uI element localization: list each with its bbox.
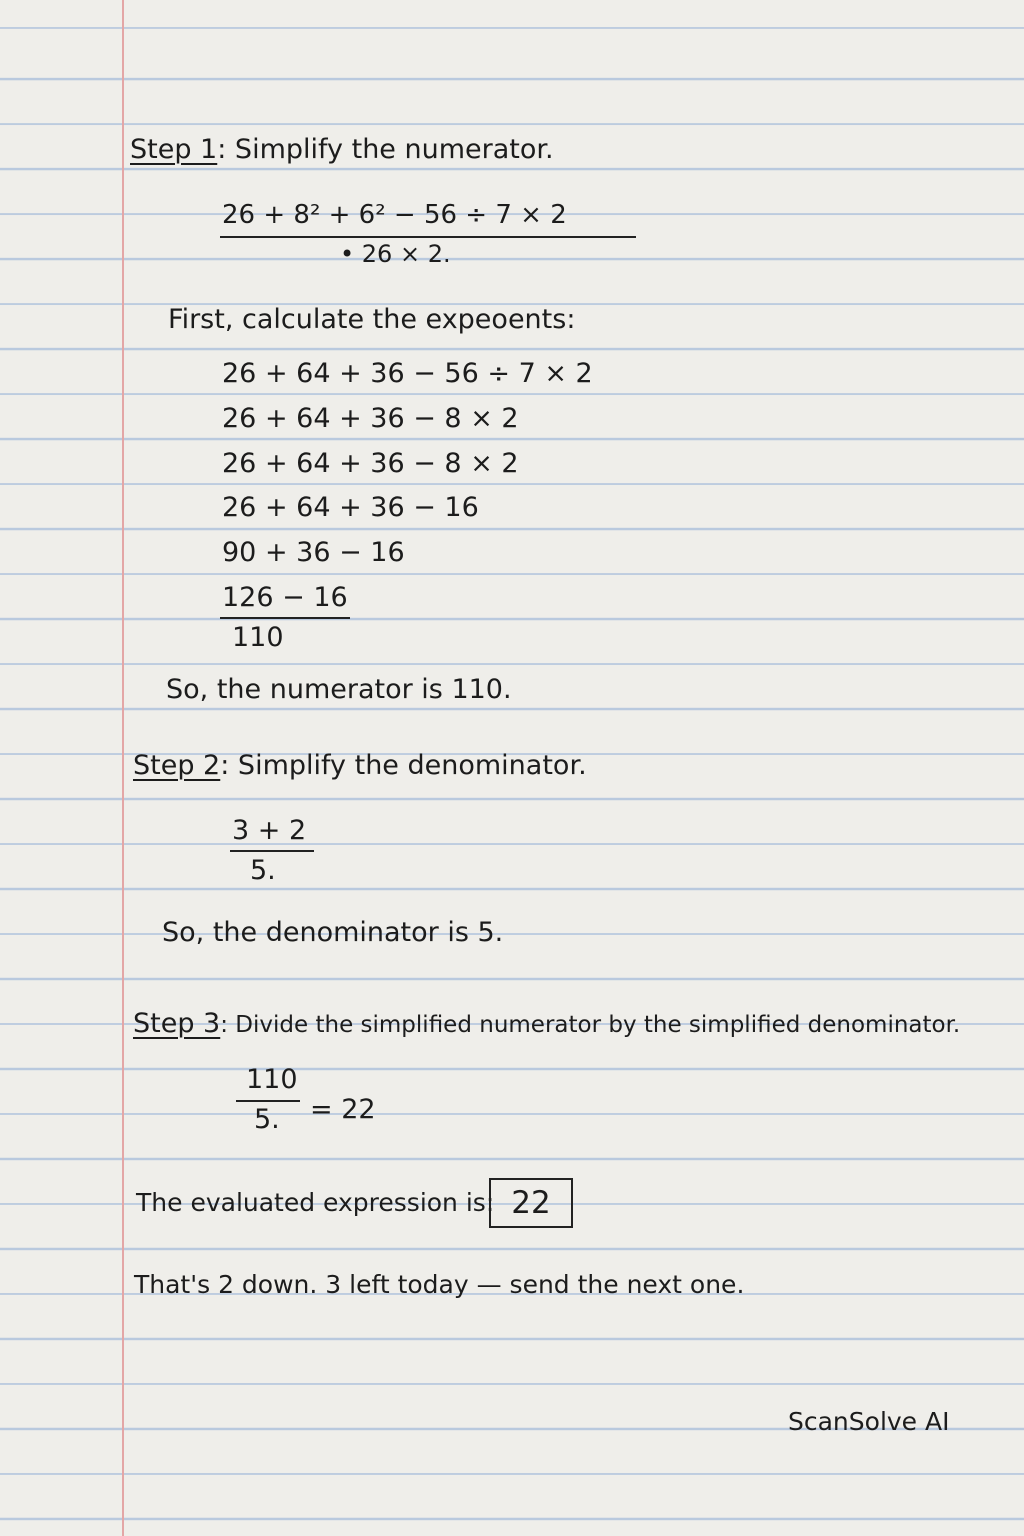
step1-line-6: 126 − 16	[222, 582, 348, 613]
step1-intro: First, calculate the expeoents:	[168, 304, 576, 335]
step3-fraction-bar	[236, 1100, 300, 1102]
brand-signature: ScanSolve AI	[788, 1407, 950, 1436]
step2-heading	[133, 750, 587, 781]
step1-fraction-bar	[220, 236, 636, 238]
step1-heading	[130, 134, 554, 165]
step1-result-bar	[220, 617, 350, 619]
step3-title: : Divide the simplified numerator by the simplified denominator.	[220, 1012, 961, 1038]
answer-box: 22	[489, 1178, 573, 1228]
step2-title: : Simplify the denominator.	[220, 750, 587, 781]
step3-fraction-bottom: 5.	[254, 1104, 280, 1135]
step2-fraction-bar	[230, 850, 314, 852]
step1-line-4: 26 + 64 + 36 − 16	[222, 492, 479, 523]
step1-fraction-bottom: • 26 × 2.	[340, 240, 451, 268]
step1-line-3: 26 + 64 + 36 − 8 × 2	[222, 448, 519, 479]
step1-line-1: 26 + 64 + 36 − 56 ÷ 7 × 2	[222, 358, 593, 389]
step1-conclusion: So, the numerator is 110.	[166, 674, 512, 705]
footer-note: That's 2 down. 3 left today — send the next one.	[134, 1270, 745, 1299]
step1-result: 110	[232, 622, 284, 653]
step1-label: Step 1	[130, 134, 218, 165]
final-label: The evaluated expression is:	[136, 1188, 495, 1217]
step1-line-5: 90 + 36 − 16	[222, 537, 405, 568]
step1-line-2: 26 + 64 + 36 − 8 × 2	[222, 403, 519, 434]
step2-label: Step 2	[133, 750, 221, 781]
step3-label: Step 3	[133, 1008, 221, 1039]
step2-fraction-bottom: 5.	[250, 855, 276, 886]
margin-line	[122, 0, 124, 1536]
step1-title: : Simplify the numerator.	[217, 134, 554, 165]
step3-fraction-top: 110	[246, 1064, 298, 1095]
step2-conclusion: So, the denominator is 5.	[162, 917, 504, 948]
step2-fraction-top: 3 + 2	[232, 815, 307, 846]
step3-equals: = 22	[310, 1094, 376, 1125]
step1-fraction-top: 26 + 8² + 6² − 56 ÷ 7 × 2	[222, 200, 567, 230]
step3-heading	[133, 1008, 960, 1039]
